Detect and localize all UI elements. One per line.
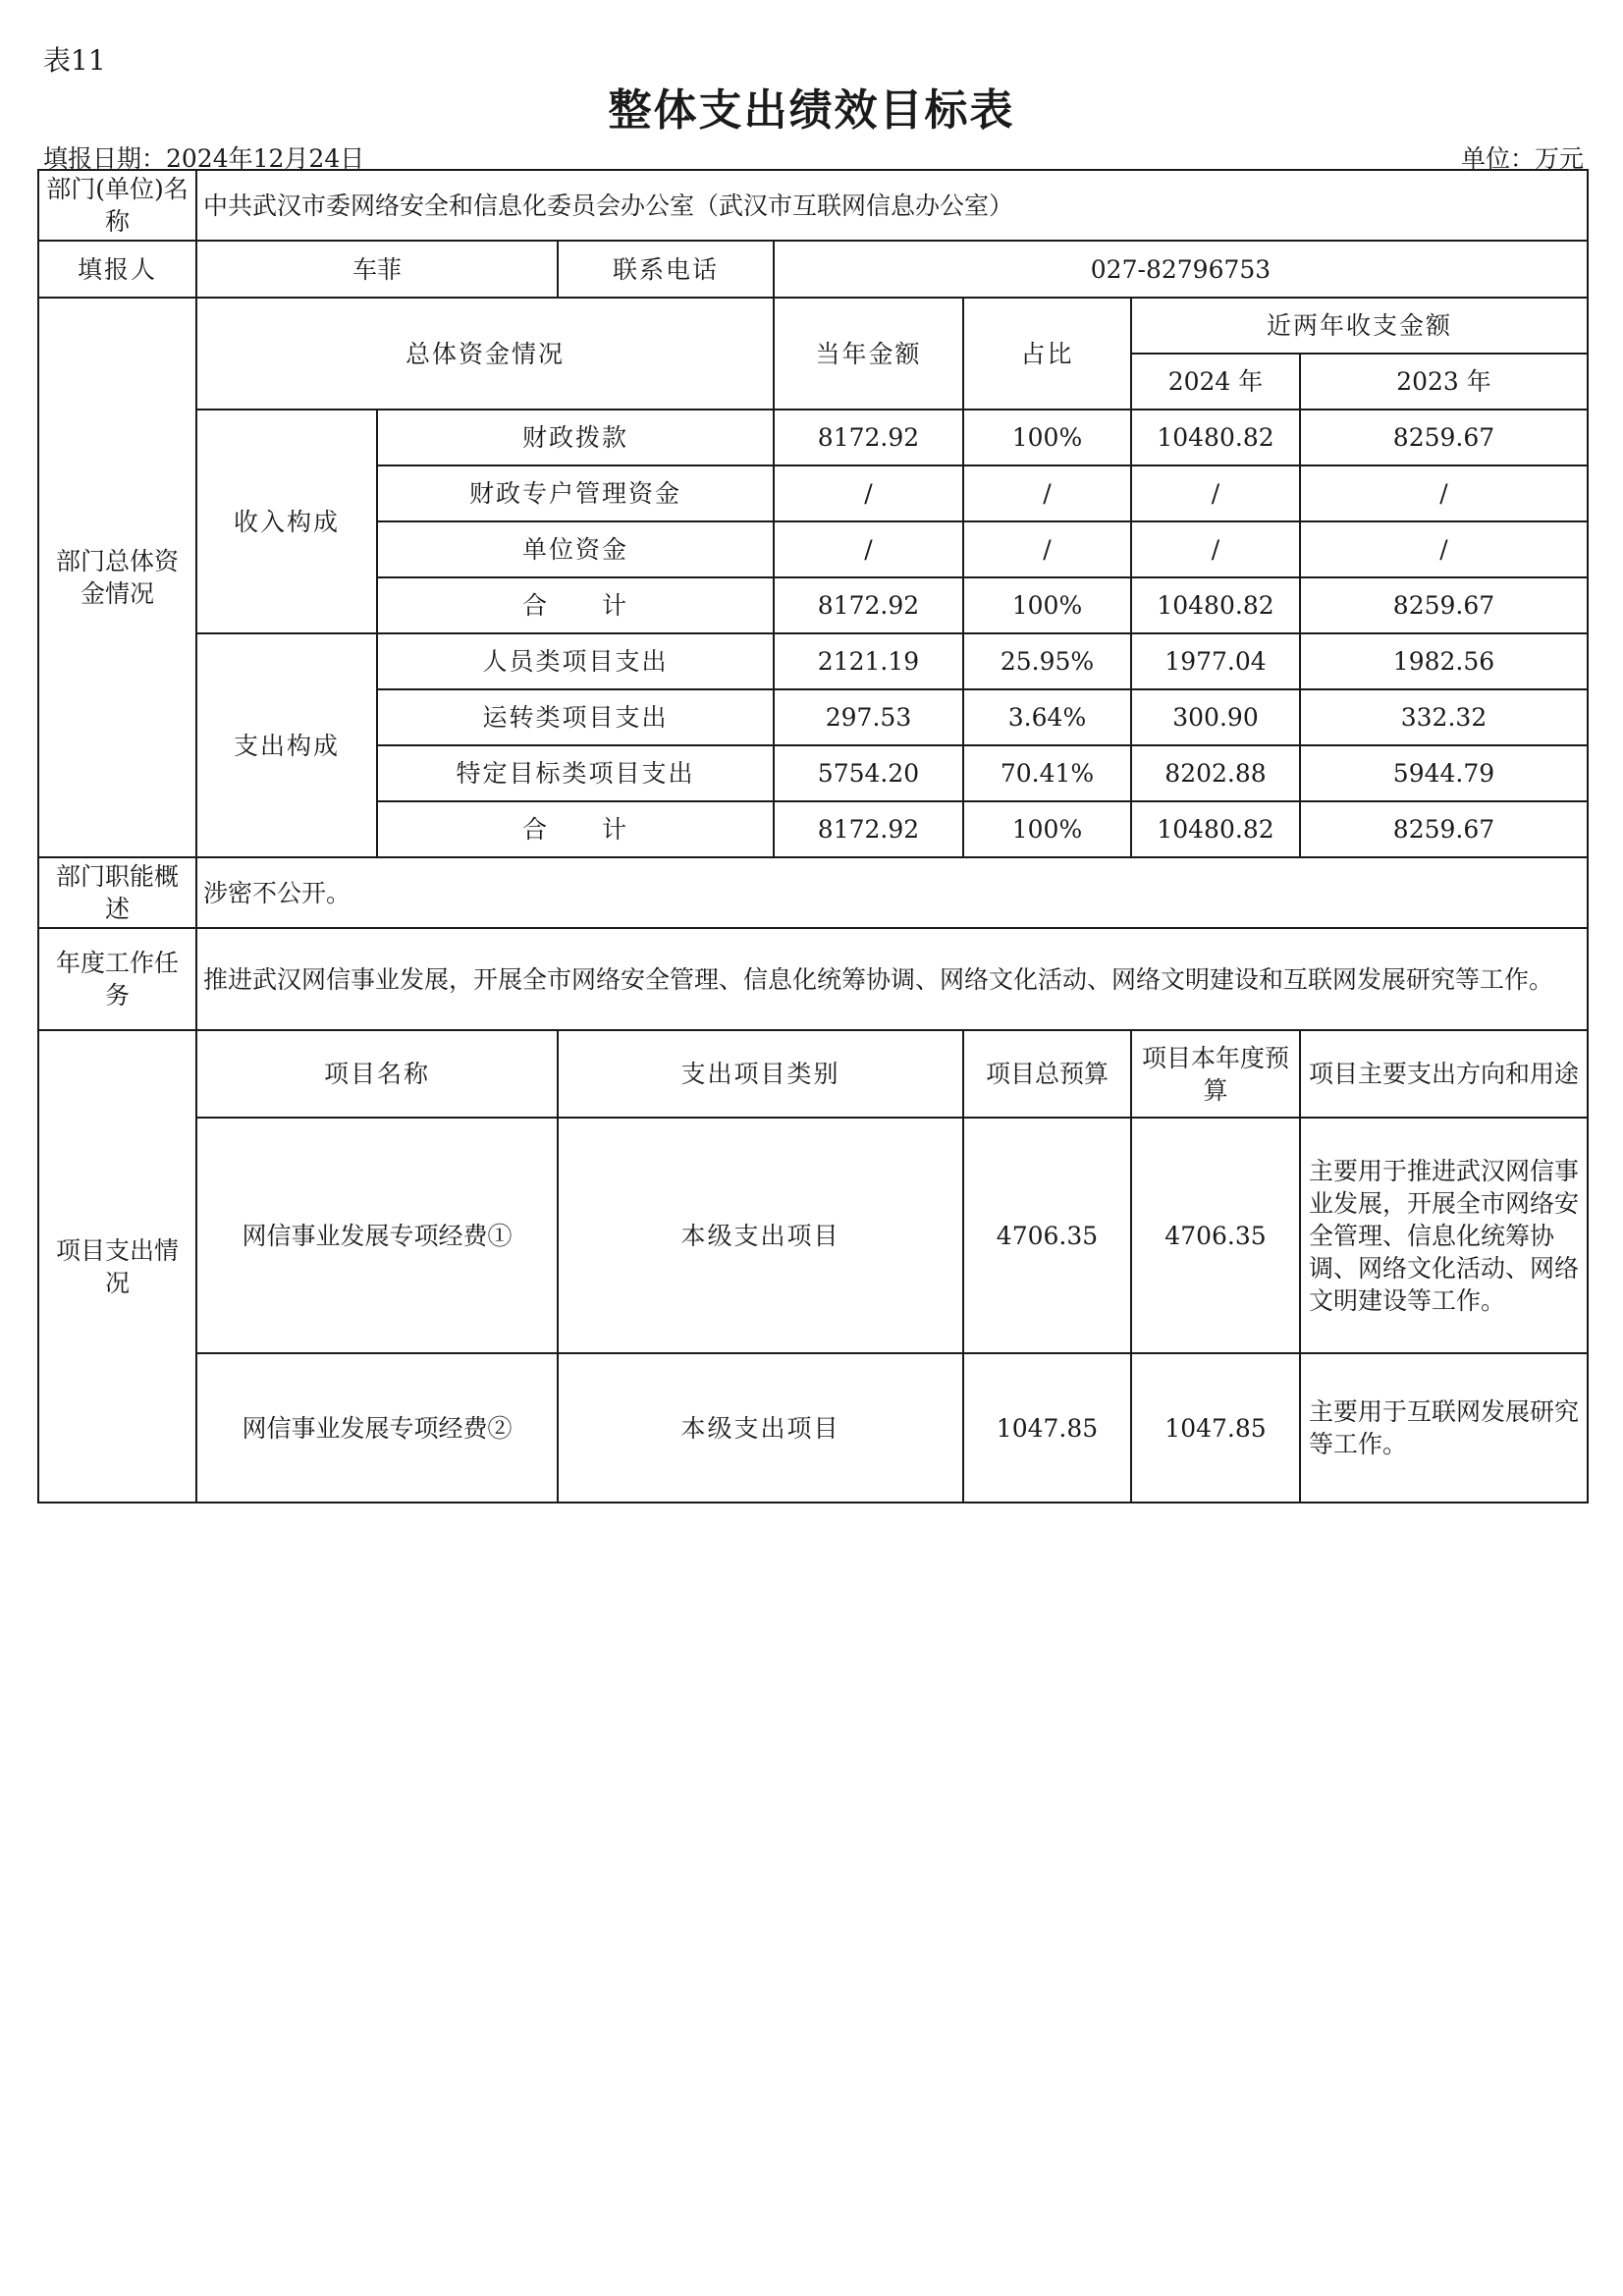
row-name: 合 计 [377, 577, 774, 633]
row-ratio: / [963, 465, 1131, 521]
row-name: 人员类项目支出 [377, 633, 774, 689]
phone-label: 联系电话 [558, 241, 774, 298]
year-2023: 2023 年 [1300, 354, 1588, 410]
row-2023: 5944.79 [1300, 745, 1588, 801]
project-name: 网信事业发展专项经费② [196, 1353, 558, 1503]
row-name: 特定目标类项目支出 [377, 745, 774, 801]
row-2024: 10480.82 [1131, 577, 1300, 633]
performance-table [37, 169, 1589, 1503]
row-amount: 8172.92 [774, 577, 963, 633]
dept-label: 部门(单位)名称 [38, 170, 196, 241]
row-2024: / [1131, 465, 1300, 521]
project-category: 本级支出项目 [558, 1118, 963, 1353]
row-2023: 332.32 [1300, 689, 1588, 745]
annual-task-label: 年度工作任务 [38, 928, 196, 1030]
phone-value: 027-82796753 [774, 241, 1588, 298]
row-2023: 8259.67 [1300, 801, 1588, 857]
table-row [38, 1118, 1588, 1353]
annual-task-value: 推进武汉网信事业发展，开展全市网络安全管理、信息化统筹协调、网络文化活动、网络文明建设和互联网发展研究等工作。 [196, 928, 1588, 1030]
row-2024: 300.90 [1131, 689, 1300, 745]
row-name: 合 计 [377, 801, 774, 857]
row-2023: / [1300, 465, 1588, 521]
row-2024: 8202.88 [1131, 745, 1300, 801]
table-row [38, 410, 1588, 465]
row-2024: 10480.82 [1131, 410, 1300, 465]
row-ratio: 100% [963, 577, 1131, 633]
table-row [38, 633, 1588, 689]
unit-label: 单位：万元 [1460, 144, 1584, 173]
row-name: 运转类项目支出 [377, 689, 774, 745]
row-ratio: 100% [963, 410, 1131, 465]
row-amount: 297.53 [774, 689, 963, 745]
table-row [38, 1353, 1588, 1503]
row-2024: 1977.04 [1131, 633, 1300, 689]
row-name: 单位资金 [377, 521, 774, 577]
row-name: 财政专户管理资金 [377, 465, 774, 521]
page-title: 整体支出绩效目标表 [608, 85, 1015, 136]
col-project-category: 支出项目类别 [558, 1030, 963, 1118]
row-amount: 5754.20 [774, 745, 963, 801]
year-2024: 2024 年 [1131, 354, 1300, 410]
filler-row [38, 241, 1588, 298]
project-category: 本级支出项目 [558, 1353, 963, 1503]
col-project-total: 项目总预算 [963, 1030, 1131, 1118]
row-2024: 10480.82 [1131, 801, 1300, 857]
col-amount: 当年金额 [774, 298, 963, 410]
row-2024: / [1131, 521, 1300, 577]
row-amount: 8172.92 [774, 410, 963, 465]
row-ratio: 70.41% [963, 745, 1131, 801]
income-label: 收入构成 [196, 410, 377, 633]
col-ratio: 占比 [963, 298, 1131, 410]
projects-label: 项目支出情况 [38, 1030, 196, 1503]
filler-value: 车菲 [196, 241, 558, 298]
funds-header-row [38, 298, 1588, 354]
row-ratio: 100% [963, 801, 1131, 857]
col-recent: 近两年收支金额 [1131, 298, 1588, 354]
project-total: 1047.85 [963, 1353, 1131, 1503]
row-ratio: / [963, 521, 1131, 577]
row-name: 财政拨款 [377, 410, 774, 465]
row-amount: / [774, 521, 963, 577]
dept-row [38, 170, 1588, 241]
filler-label: 填报人 [38, 241, 196, 298]
projects-header-row [38, 1030, 1588, 1118]
fill-date: 填报日期：2024年12月24日 [43, 144, 365, 173]
row-2023: 8259.67 [1300, 577, 1588, 633]
function-label: 部门职能概述 [38, 857, 196, 928]
row-2023: 1982.56 [1300, 633, 1588, 689]
funds-section-label: 部门总体资金情况 [38, 298, 196, 857]
project-total: 4706.35 [963, 1118, 1131, 1353]
expense-label: 支出构成 [196, 633, 377, 857]
row-amount: 8172.92 [774, 801, 963, 857]
col-project-name: 项目名称 [196, 1030, 558, 1118]
project-purpose: 主要用于推进武汉网信事业发展，开展全市网络安全管理、信息化统筹协调、网络文化活动、网络文明建设等工作。 [1300, 1118, 1588, 1353]
project-name: 网信事业发展专项经费① [196, 1118, 558, 1353]
col-project-year: 项目本年度预算 [1131, 1030, 1300, 1118]
function-value: 涉密不公开。 [196, 857, 1588, 928]
function-row [38, 857, 1588, 928]
row-2023: / [1300, 521, 1588, 577]
project-year: 1047.85 [1131, 1353, 1300, 1503]
col-overall: 总体资金情况 [196, 298, 774, 410]
project-year: 4706.35 [1131, 1118, 1300, 1353]
row-amount: / [774, 465, 963, 521]
row-amount: 2121.19 [774, 633, 963, 689]
col-project-purpose: 项目主要支出方向和用途 [1300, 1030, 1588, 1118]
table-number: 表11 [43, 44, 106, 77]
project-purpose: 主要用于互联网发展研究等工作。 [1300, 1353, 1588, 1503]
row-ratio: 3.64% [963, 689, 1131, 745]
annual-task-row [38, 928, 1588, 1030]
row-ratio: 25.95% [963, 633, 1131, 689]
row-2023: 8259.67 [1300, 410, 1588, 465]
dept-value: 中共武汉市委网络安全和信息化委员会办公室（武汉市互联网信息办公室） [196, 170, 1588, 241]
